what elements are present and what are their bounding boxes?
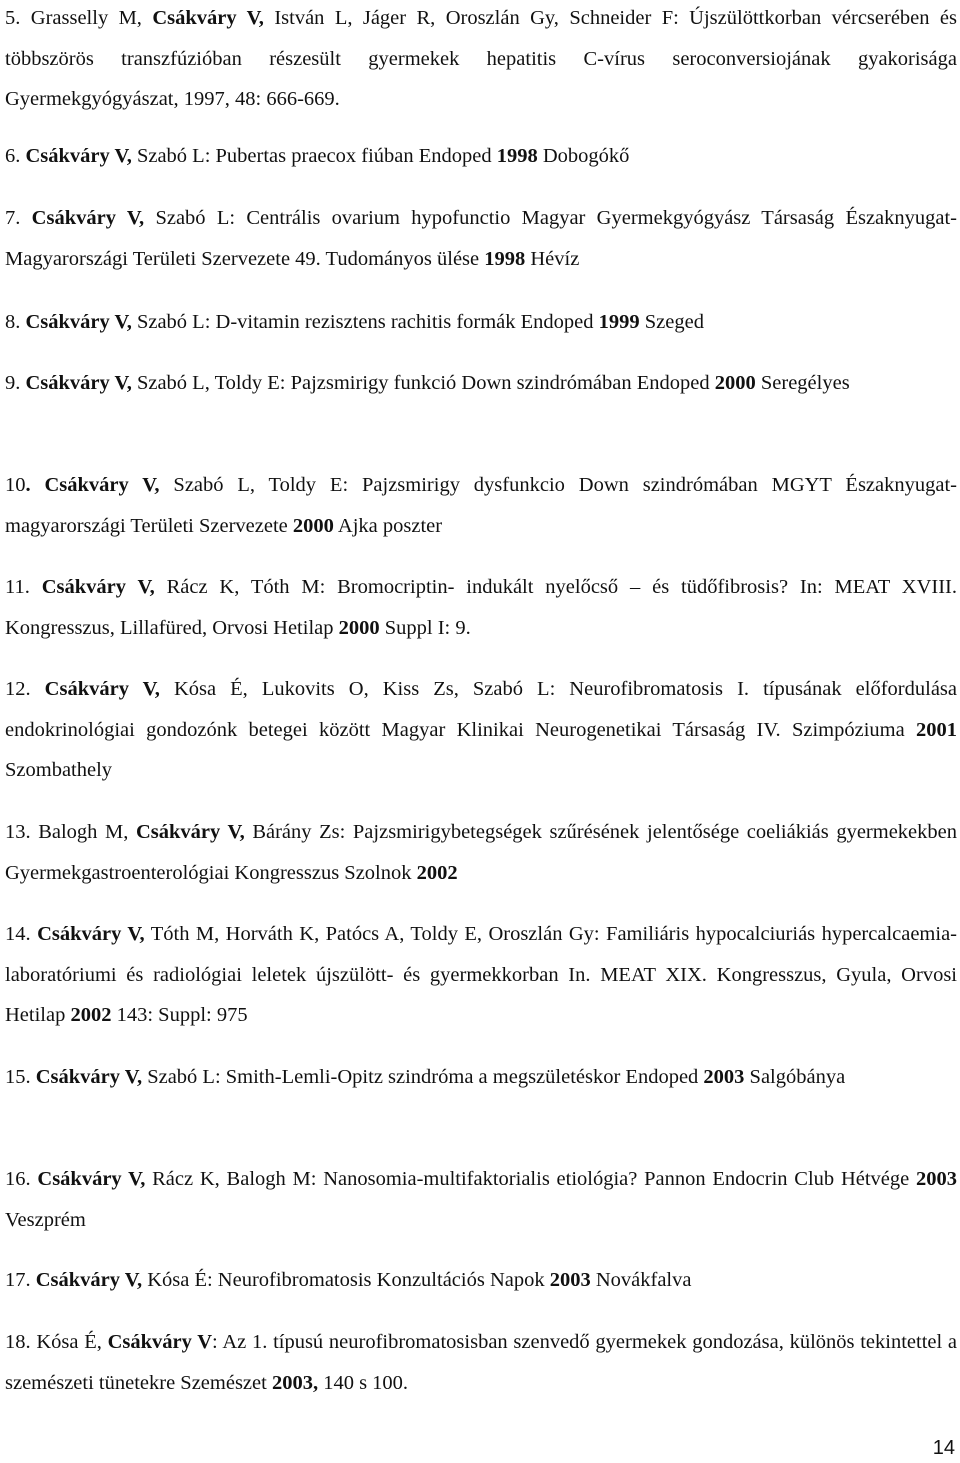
reference-entry-17 bbox=[5, 1260, 957, 1301]
text-run: 18. Kósa É, bbox=[5, 1331, 108, 1353]
text-run: Szombathely bbox=[5, 759, 113, 781]
text-run: 6. bbox=[5, 145, 26, 167]
bold-text-run: 2003 bbox=[916, 1168, 957, 1190]
reference-entry-8 bbox=[5, 302, 957, 343]
reference-entry-6 bbox=[5, 136, 957, 177]
bold-text-run: Csákváry V, bbox=[35, 1269, 143, 1291]
reference-entry-13 bbox=[5, 812, 957, 893]
text-run: Novákfalva bbox=[590, 1269, 692, 1291]
text-run: Szabó L: Smith-Lemli-Opitz szindróma a megszületéskor Endoped bbox=[142, 1066, 704, 1088]
reference-entry-9 bbox=[5, 363, 957, 404]
text-run: 8. bbox=[5, 311, 26, 333]
reference-entry-18 bbox=[5, 1322, 957, 1403]
page-number: 14 bbox=[932, 1437, 955, 1459]
text-run: Salgóbánya bbox=[744, 1066, 846, 1088]
bold-text-run: . Csákváry V, bbox=[25, 474, 160, 496]
bold-text-run: 2001 bbox=[916, 718, 957, 741]
bold-text-run: 1998 bbox=[484, 247, 526, 270]
text-run: Tóth M, Horváth K, Patócs A, Toldy E, Oroszlán Gy: Familiáris hypocalciuriás hypercalcaemia- laboratóriumi és radiológiai leletek újszülött- és gyermekkorban In. MEAT XIX. Kongresszus, Gyula, Orvosi Hetilap bbox=[5, 923, 958, 1026]
text-run: Kósa É: Neurofibromatosis Konzultációs Napok bbox=[142, 1269, 550, 1291]
text-run: Szabó L, Toldy E: Pajzsmirigy funkció Down szindrómában Endoped bbox=[131, 372, 715, 394]
bold-text-run: 2000 bbox=[338, 616, 380, 639]
bold-text-run: Csákváry V, bbox=[35, 1066, 143, 1088]
bold-text-run: Csákváry V, bbox=[31, 207, 145, 229]
bold-text-run: Csákváry V, bbox=[25, 145, 132, 167]
bold-text-run: Csákváry V, bbox=[25, 311, 132, 333]
text-run: Seregélyes bbox=[755, 372, 850, 394]
text-run: 5. Grasselly M, bbox=[5, 7, 153, 29]
text-run: 13. Balogh M, bbox=[5, 821, 136, 843]
text-run: Rácz K, Tóth M: Bromocriptin- indukált nyelőcső – és tüdőfibrosis? In: MEAT XVIII. Kongresszus, Lillafüred, Orvosi Hetilap bbox=[5, 576, 957, 639]
text-run: 11. bbox=[5, 576, 42, 598]
text-run: Bárány Zs: Pajzsmirigybetegségek szűrésének jelentősége coeliákiás gyermekekben Gyermekgastroenterológiai Kongresszus Szolnok bbox=[5, 821, 957, 884]
bold-text-run: Csákváry V, bbox=[25, 372, 132, 394]
bold-text-run: Csákváry V, bbox=[37, 1168, 146, 1190]
text-run: Szabó L: Pubertas praecox fiúban Endoped bbox=[131, 145, 497, 167]
text-run: 14. bbox=[5, 923, 38, 945]
text-run: 17. bbox=[5, 1269, 36, 1291]
reference-entry-7 bbox=[5, 198, 957, 279]
bold-text-run: 2003 bbox=[549, 1269, 591, 1291]
text-run: István L, Jáger R, Oroszlán Gy, Schneider F: Újszülöttkorban vércserében és többszörös transzfúzióban részesült gyermekek hepatitis C-vírus seroconversiojának gyakorisága Gyermekgyógyászat, 1997, 48: 666-669. bbox=[5, 7, 958, 110]
text-run: 15. bbox=[5, 1066, 36, 1088]
text-run: 140 s 100. bbox=[318, 1371, 409, 1394]
text-run: 7. bbox=[5, 207, 32, 229]
reference-entry-15 bbox=[5, 1057, 957, 1098]
bold-text-run: Csákváry V, bbox=[135, 821, 245, 843]
reference-entry-5 bbox=[5, 0, 957, 120]
reference-entry-10 bbox=[5, 465, 957, 546]
text-run: Ajka poszter bbox=[333, 514, 443, 537]
text-run: Szabó L: D-vitamin rezisztens rachitis formák Endoped bbox=[131, 311, 599, 333]
bold-text-run: 2003 bbox=[703, 1066, 745, 1088]
bold-text-run: Csákváry V, bbox=[41, 576, 155, 598]
bold-text-run: 2003, bbox=[271, 1371, 319, 1394]
text-run: Hévíz bbox=[525, 247, 580, 270]
bold-text-run: Csákváry V, bbox=[37, 923, 145, 945]
text-run: : Az 1. típusú neurofibromatosisban szenvedő gyermekek gondozása, különös tekintettel a szemészeti tünetekre Szemészet bbox=[5, 1331, 958, 1394]
bold-text-run: Csákváry V bbox=[107, 1331, 213, 1353]
reference-entry-11 bbox=[5, 567, 957, 648]
bold-text-run: 2000 bbox=[714, 372, 756, 394]
text-run: Veszprém bbox=[5, 1208, 86, 1231]
bold-text-run: 1999 bbox=[598, 311, 640, 333]
text-run: Szabó L: Centrális ovarium hypofunctio Magyar Gyermekgyógyász Társaság Északnyugat-Magyarországi Területi Szervezete 49. Tudományos ülése bbox=[5, 207, 958, 270]
text-run: Szabó L, Toldy E: Pajzsmirigy dysfunkcio Down szindrómában MGYT Északnyugat-magyarországi Területi Szervezete bbox=[5, 474, 958, 537]
bold-text-run: 1998 bbox=[496, 145, 538, 167]
text-run: Suppl I: 9. bbox=[379, 616, 471, 639]
bold-text-run: 2002 bbox=[70, 1004, 112, 1026]
text-run: Dobogókő bbox=[537, 145, 630, 167]
reference-entry-12 bbox=[5, 669, 957, 791]
text-run: Kósa É, Lukovits O, Kiss Zs, Szabó L: Neurofibromatosis I. típusának előfordulása endokrinológiai gondozónk betegei között Magyar Klinikai Neurogenetikai Társaság IV. Szimpóziuma bbox=[5, 678, 957, 741]
reference-entry-16 bbox=[5, 1159, 957, 1240]
text-run: 10 bbox=[5, 474, 26, 496]
text-run: 9. bbox=[5, 372, 26, 394]
bold-text-run: 2002 bbox=[416, 861, 458, 884]
text-run: Szeged bbox=[639, 311, 704, 333]
reference-entry-14 bbox=[5, 914, 957, 1036]
bold-text-run: Csákváry V, bbox=[152, 7, 264, 29]
bold-text-run: Csákváry V, bbox=[44, 678, 160, 700]
text-run: 16. bbox=[5, 1168, 38, 1190]
text-run: Rácz K, Balogh M: Nanosomia-multifaktorialis etiológia? Pannon Endocrin Club Hétvége bbox=[145, 1168, 916, 1190]
bold-text-run: 2000 bbox=[292, 514, 334, 537]
text-run: 143: Suppl: 975 bbox=[111, 1004, 248, 1026]
text-run: 12. bbox=[5, 678, 45, 700]
